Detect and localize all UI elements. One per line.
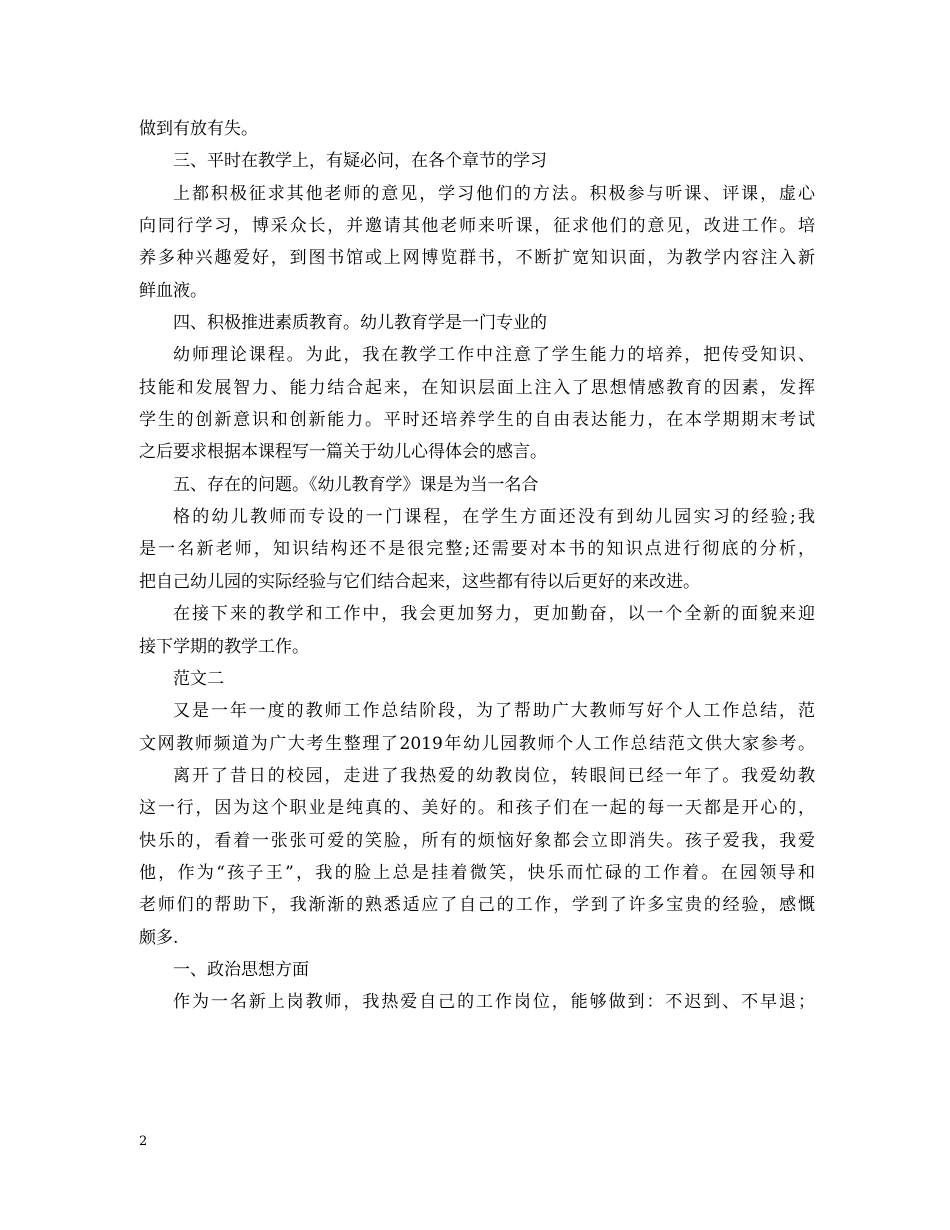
text-line: 格的幼儿教师而专设的一门课程，在学生方面还没有到幼儿园实习的经验;我: [173, 507, 815, 528]
text-line: 这一行，因为这个职业是纯真的、美好的。和孩子们在一起的每一天都是开心的，: [139, 798, 815, 819]
text-line: 向同行学习，博采众长，并邀请其他老师来听课，征求他们的意见，改进工作。培: [139, 216, 815, 237]
text-line: 离开了昔日的校园，走进了我热爱的幼教岗位，转眼间已经一年了。我爱幼教: [173, 765, 815, 786]
text-line: 幼师理论课程。为此，我在教学工作中注意了学生能力的培养，把传受知识、: [173, 345, 815, 366]
text-line: 文网教师频道为广大考生整理了2019年幼儿园教师个人工作总结范文供大家参考。: [139, 733, 815, 754]
text-line: 在接下来的教学和工作中，我会更加努力，更加勤奋，以一个全新的面貌来迎: [173, 604, 815, 625]
text-line: 老师们的帮助下，我渐渐的熟悉适应了自己的工作，学到了许多宝贵的经验，感慨: [139, 895, 815, 916]
text-line: 又是一年一度的教师工作总结阶段，为了帮助广大教师写好个人工作总结，范: [173, 701, 815, 722]
text-line: 学生的创新意识和创新能力。平时还培养学生的自由表达能力，在本学期期末考试: [139, 410, 815, 431]
body-text: [139, 113, 815, 1019]
text-line: 三、平时在教学上，有疑必问，在各个章节的学习: [173, 151, 547, 172]
text-line: 之后要求根据本课程写一篇关于幼儿心得体会的感言。: [139, 442, 547, 463]
text-line: 接下学期的教学工作。: [139, 636, 309, 657]
text-line: 范文二: [173, 668, 224, 689]
text-line: 鲜血液。: [139, 280, 207, 301]
text-line: 四、积极推进素质教育。幼儿教育学是一门专业的: [173, 313, 547, 334]
text-line: 是一名新老师，知识结构还不是很完整;还需要对本书的知识点进行彻底的分析，: [139, 539, 815, 560]
page-number: 2: [139, 1134, 148, 1149]
text-line: 养多种兴趣爱好，到图书馆或上网博览群书，不断扩宽知识面，为教学内容注入新: [139, 248, 815, 269]
text-line: 上都积极征求其他老师的意见，学习他们的方法。积极参与听课、评课，虚心: [173, 183, 815, 204]
text-line: 五、存在的问题。《幼儿教育学》课是为当一名合: [173, 474, 539, 495]
text-line: 一、政治思想方面: [173, 959, 309, 980]
text-line: 做到有放有失。: [139, 119, 258, 139]
text-line: 颇多.: [139, 927, 179, 948]
text-line: 他，作为“孩子王”，我的脸上总是挂着微笑，快乐而忙碌的工作着。在园领导和: [139, 862, 815, 883]
text-line: 快乐的，看着一张张可爱的笑脸，所有的烦恼好象都会立即消失。孩子爱我，我爱: [139, 830, 815, 851]
text-line: 技能和发展智力、能力结合起来，在知识层面上注入了思想情感教育的因素，发挥: [139, 377, 815, 398]
text-line: 把自己幼儿园的实际经验与它们结合起来，这些都有待以后更好的来改进。: [139, 571, 700, 592]
text-line: 作为一名新上岗教师，我热爱自己的工作岗位，能够做到：不迟到、不早退；: [173, 992, 815, 1013]
